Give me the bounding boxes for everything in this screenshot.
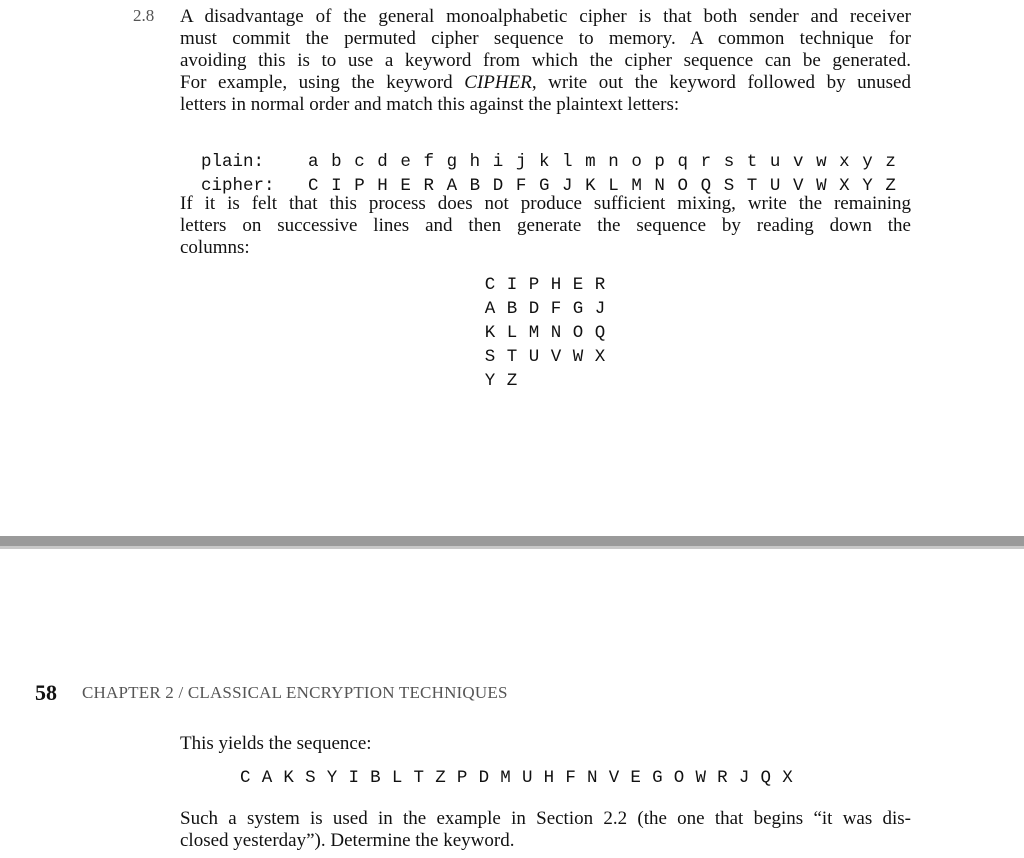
cipher-letter: W [816,176,827,196]
cipher-letter: J [562,176,573,196]
sequence-letter: D [478,768,490,788]
cipher-letter: T [746,176,758,196]
sequence-letter: N [587,768,598,788]
grid-cell: N [550,323,562,343]
grid-cell: R [594,275,606,295]
grid-cell: K [484,323,496,343]
plain-letter: v [792,152,804,172]
sequence-letter: Q [760,768,772,788]
plain-letter: o [631,152,642,172]
plain-letter: q [677,152,689,172]
plain-letter: e [400,152,411,172]
grid-row [479,369,611,393]
sequence-letter: A [261,768,273,788]
grid-row [479,297,611,321]
sequence-letter: K [283,768,294,788]
intro-line-4-end: , write out the keyword followed by unused [531,72,911,93]
cipher-letter: Q [700,176,712,196]
cipher-letter: C [308,176,319,196]
cipher-letter: L [608,176,619,196]
grid-cell: F [550,299,562,319]
cipher-letter: Z [885,176,896,196]
plain-letter: t [746,152,758,172]
keyword-grid [479,273,611,393]
sequence-letter: R [717,768,728,788]
plain-letter: x [839,152,850,172]
plain-row [180,129,908,172]
grid-cell: V [550,347,562,367]
sequence-letter: F [565,768,576,788]
sequence-letter: E [630,768,641,788]
grid-cell: P [528,275,540,295]
grid-cell: Y [484,371,496,391]
cipher-letter: U [769,176,781,196]
cipher-letter: V [792,176,804,196]
plain-letter: z [885,152,896,172]
sequence-letter: B [370,768,381,788]
grid-cell: Q [594,323,606,343]
grid-row [479,321,611,345]
sequence-letter: S [305,768,316,788]
sequence-letter: X [782,768,793,788]
intro-line-3: avoiding this is to use a keyword from which the cipher sequence can be generated. [180,50,911,71]
closing-line-2: closed yesterday”). Determine the keyword. [180,830,515,851]
cipher-label: cipher: [201,176,275,196]
sequence-letter: C [240,768,251,788]
plain-letter: y [862,152,873,172]
grid-cell: X [594,347,606,367]
plain-letter: u [769,152,781,172]
problem-number: 2.8 [133,6,155,25]
plain-letter: w [816,152,827,172]
grid-cell: T [506,347,518,367]
grid-cell: Z [506,371,518,391]
cipher-letter: D [492,176,504,196]
grid-cell: L [506,323,518,343]
sequence-letter: V [608,768,620,788]
cipher-letter: H [377,176,388,196]
intro-line-4 [180,72,911,94]
grid-row [479,345,611,369]
sequence-letter: W [695,768,706,788]
grid-cell: M [528,323,540,343]
sequence-letter: U [521,768,533,788]
grid-cell: I [506,275,518,295]
grid-cell: B [506,299,518,319]
closing-line-1: Such a system is used in the example in Section 2.2 (the one that begins “it was dis- [180,808,911,829]
cipher-letter: X [839,176,850,196]
mixing-line-2: letters on successive lines and then generate the sequence by reading down the [180,215,911,236]
cipher-letter: E [400,176,411,196]
plain-letter: k [538,152,550,172]
plain-letter: g [446,152,458,172]
plain-letter: i [492,152,504,172]
sequence-letter: T [413,768,425,788]
sequence-letter: J [738,768,750,788]
cipher-letter: M [631,176,642,196]
page-divider-shadow [0,546,1024,549]
keyword-emphasis: CIPHER [464,72,532,93]
plain-letter: d [377,152,388,172]
plain-letter: n [608,152,619,172]
cipher-row [180,153,908,196]
cipher-letter: N [654,176,665,196]
grid-row [479,273,611,297]
plain-letter: s [723,152,735,172]
plain-letter: p [654,152,665,172]
plain-letter: r [700,152,712,172]
sequence-letter: M [500,768,511,788]
grid-cell: O [572,323,584,343]
cipher-letter: K [585,176,596,196]
grid-cell: G [572,299,584,319]
sequence-letter: H [543,768,555,788]
sequence-letter: P [456,768,468,788]
intro-paragraph [180,6,911,116]
plain-letter: b [331,152,342,172]
plain-letter: c [354,152,365,172]
mixing-line-1: If it is felt that this process does not produce sufficient mixing, write the remaining [180,193,911,214]
cipher-letter: P [354,176,365,196]
plain-letter: f [423,152,434,172]
plain-label: plain: [201,152,265,172]
cipher-letter: I [331,176,342,196]
grid-cell: J [594,299,606,319]
grid-cell: D [528,299,540,319]
cipher-letter: A [446,176,458,196]
sequence-letter: L [391,768,403,788]
plain-letter: j [515,152,527,172]
grid-cell: H [550,275,562,295]
sequence-letter: I [348,768,359,788]
page-number: 58 [35,680,57,705]
cipher-letter: G [538,176,550,196]
intro-line-1: A disadvantage of the general monoalphabetic cipher is that both sender and receiver [180,6,911,27]
sequence-letter: O [673,768,685,788]
plain-letter: a [308,152,319,172]
closing-paragraph [180,808,911,852]
grid-cell: U [528,347,540,367]
sequence-letter: Y [326,768,338,788]
grid-cell: E [572,275,584,295]
yields-paragraph [180,733,911,755]
mixing-paragraph [180,193,911,259]
grid-cell: C [484,275,496,295]
plain-letter: m [585,152,596,172]
plain-letter: l [562,152,573,172]
intro-line-4-start: For example, using the keyword [180,72,465,93]
cipher-letter: R [423,176,434,196]
sequence-letter: Z [435,768,446,788]
yields-line: This yields the sequence: [180,733,372,754]
grid-cell: W [572,347,584,367]
cipher-letter: O [677,176,689,196]
plain-letter: h [469,152,481,172]
sequence-letter: G [652,768,663,788]
cipher-letter: F [515,176,527,196]
cipher-letter: Y [862,176,873,196]
grid-cell: A [484,299,496,319]
cipher-letter: S [723,176,735,196]
mixing-line-3: columns: [180,237,250,258]
running-head: CHAPTER 2 / CLASSICAL ENCRYPTION TECHNIQUES [82,683,508,702]
intro-line-5: letters in normal order and match this against the plaintext letters: [180,94,680,115]
grid-cell: S [484,347,496,367]
cipher-letter: B [469,176,481,196]
intro-line-2: must commit the permuted cipher sequence to memory. A common technique for [180,28,911,49]
sequence-row [240,768,804,788]
